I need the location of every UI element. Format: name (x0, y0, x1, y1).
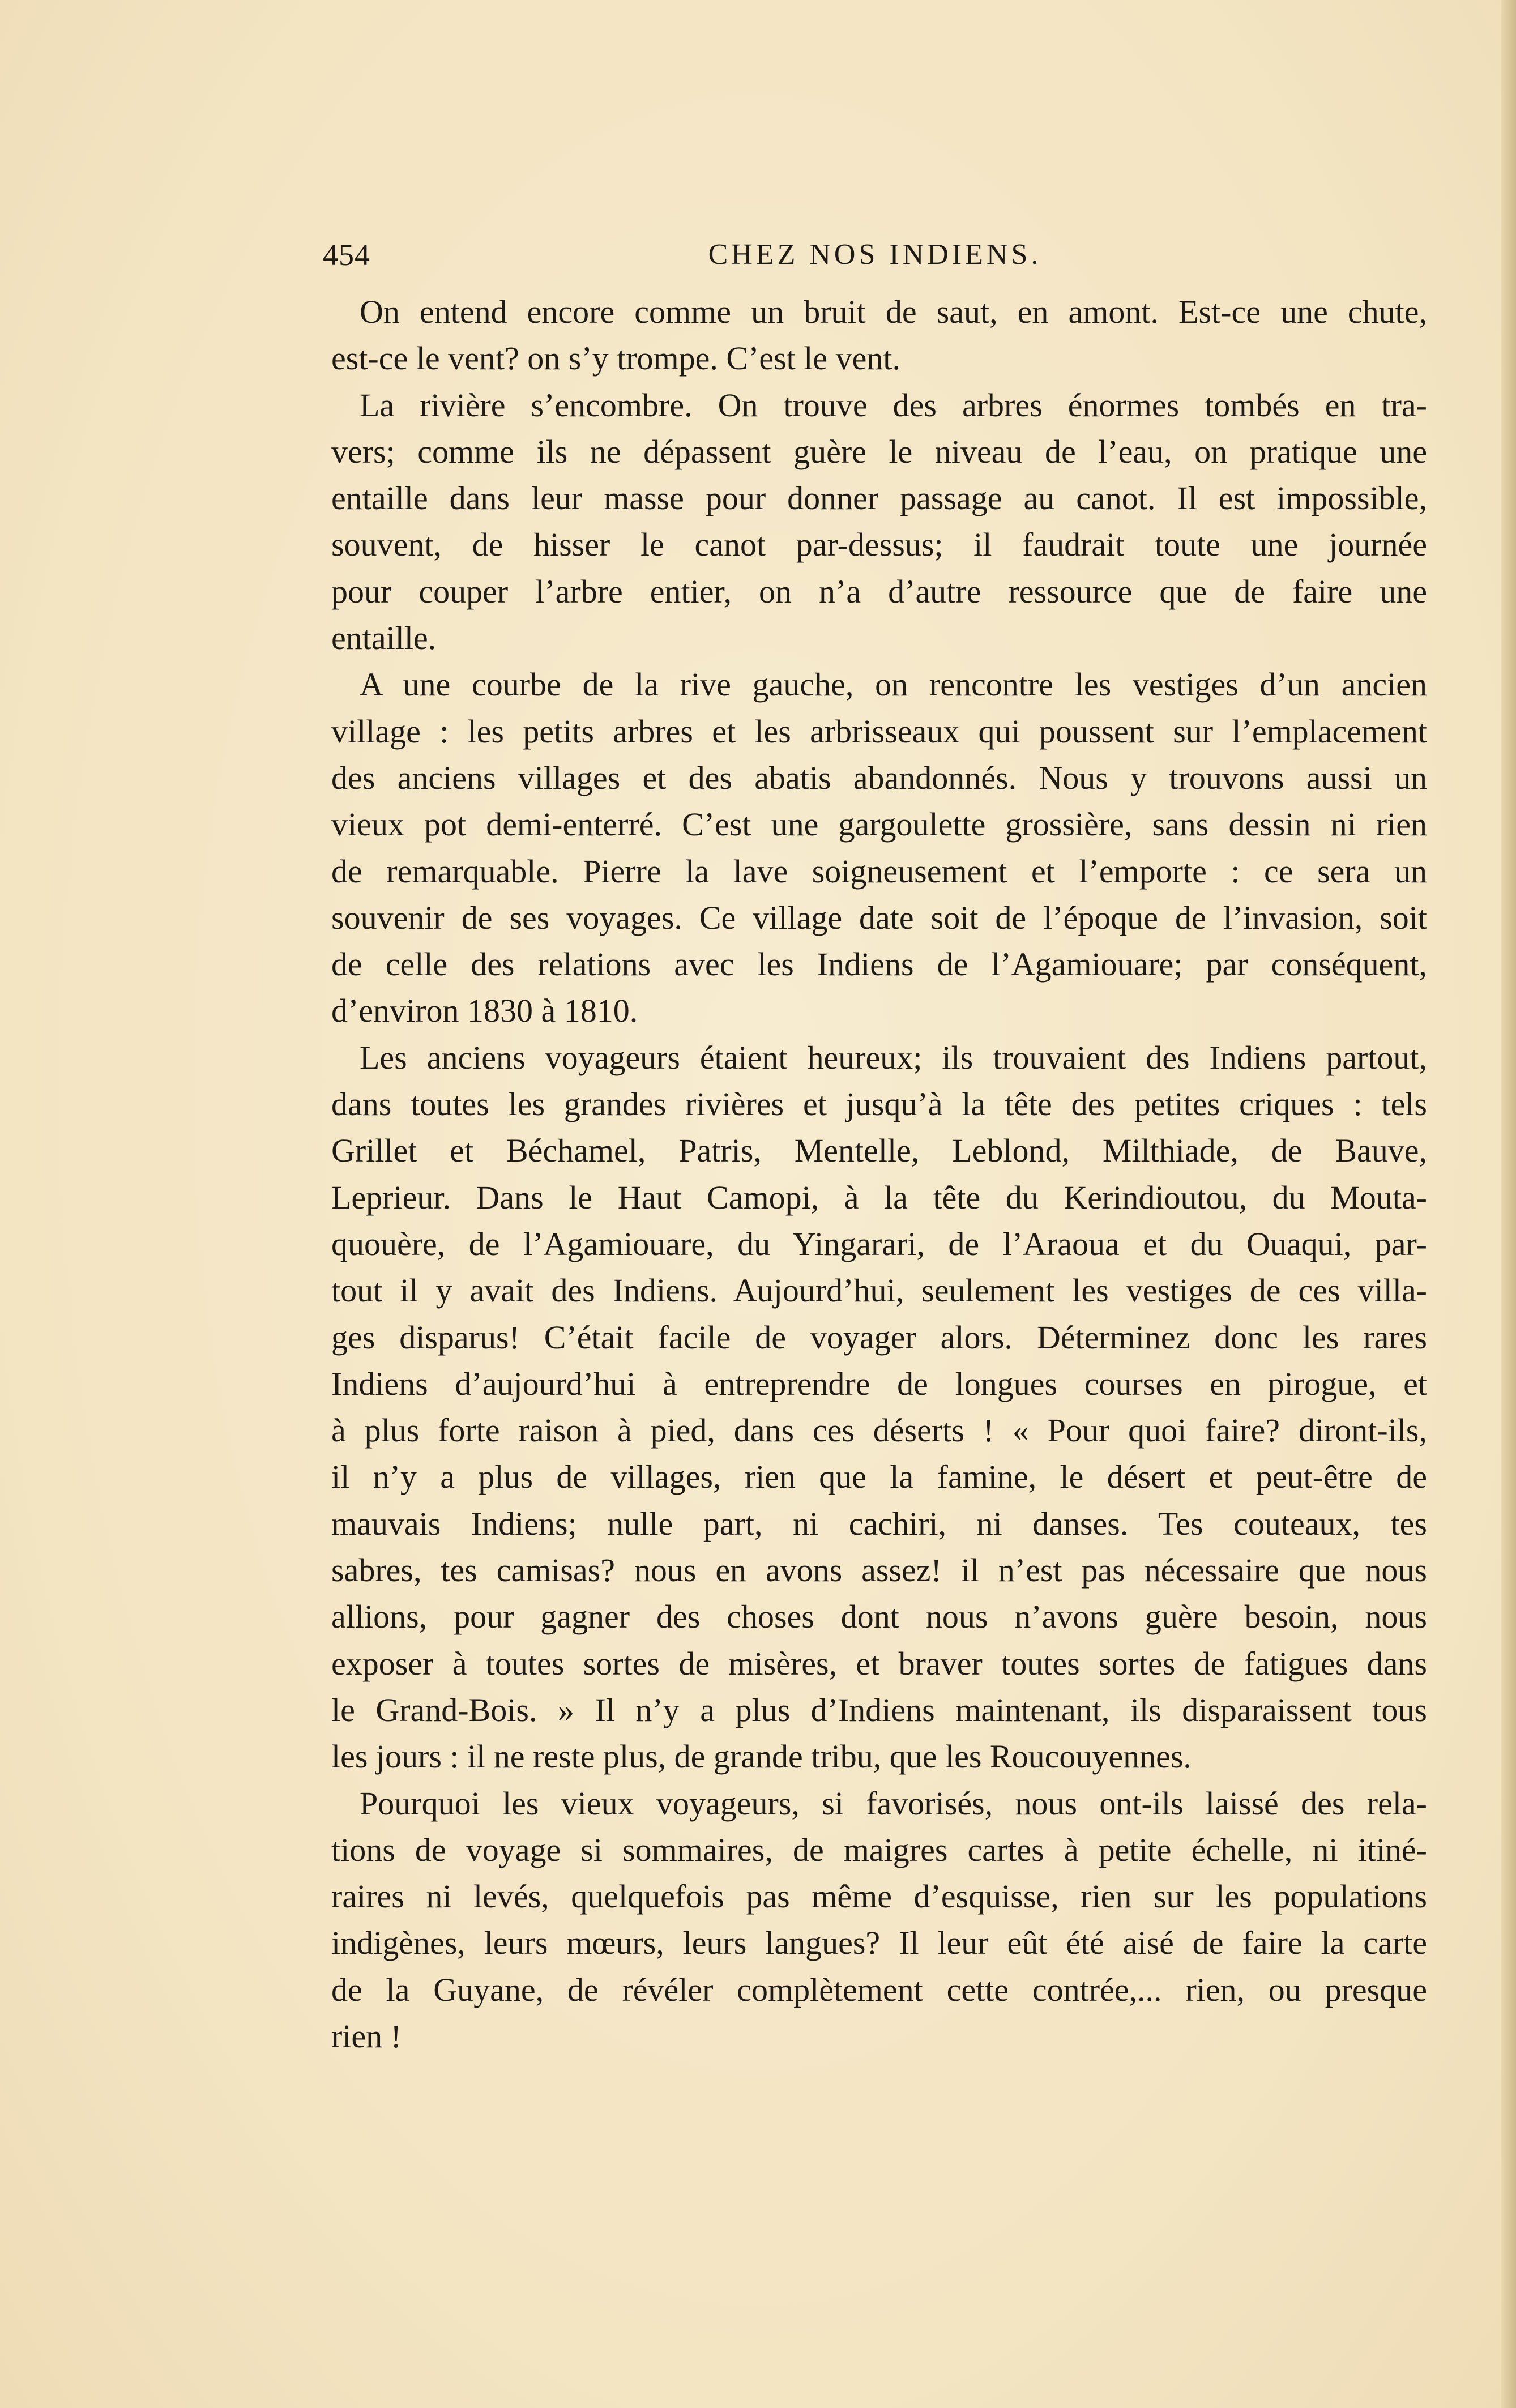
text-line: souvent, de hisser le canot par-dessus; il faudrait toute une journée (331, 526, 1427, 563)
text-line: tout il y avait des Indiens. Aujourd’hui, seulement les vestiges de ces villa- (331, 1272, 1427, 1309)
text-line: à plus forte raison à pied, dans ces déserts ! « Pour quoi faire? diront-ils, (331, 1412, 1427, 1449)
text-line: quouère, de l’Agamiouare, du Yingarari, de l’Araoua et du Ouaqui, par- (331, 1225, 1427, 1262)
text-line: exposer à toutes sortes de misères, et braver toutes sortes de fatigues dans (331, 1645, 1427, 1682)
text-line: Indiens d’aujourd’hui à entreprendre de longues courses en pirogue, et (331, 1365, 1427, 1402)
running-head (323, 229, 1427, 280)
text-line: entaille. (331, 620, 437, 657)
text-line: entaille dans leur masse pour donner passage au canot. Il est impossible, (331, 480, 1427, 517)
text-line: de remarquable. Pierre la lave soigneusement et l’emporte : ce sera un (331, 852, 1427, 890)
text-line: ges disparus! C’était facile de voyager alors. Déterminez donc les rares (331, 1318, 1427, 1356)
page-number: 454 (323, 238, 370, 272)
text-line: il n’y a plus de villages, rien que la famine, le désert et peut-être de (331, 1458, 1427, 1496)
text-line: village : les petits arbres et les arbrisseaux qui poussent sur l’emplacement (331, 712, 1427, 750)
text-line: les jours : il ne reste plus, de grande tribu, que les Roucouyennes. (331, 1738, 1192, 1775)
text-line: Pourquoi les vieux voyageurs, si favorisés, nous ont-ils laissé des rela- (360, 1784, 1427, 1822)
text-line: La rivière s’encombre. On trouve des arbres énormes tombés en tra- (360, 386, 1427, 424)
text-line: de celle des relations avec les Indiens de l’Agamiouare; par conséquent, (331, 946, 1427, 983)
text-line: mauvais Indiens; nulle part, ni cachiri, ni danses. Tes couteaux, tes (331, 1505, 1427, 1542)
text-line: des anciens villages et des abatis abandonnés. Nous y trouvons aussi un (331, 759, 1427, 796)
page-edge (1501, 0, 1516, 2408)
text-line: sabres, tes camisas? nous en avons assez! il n’est pas nécessaire que nous (331, 1552, 1427, 1589)
text-line: A une courbe de la rive gauche, on rencontre les vestiges d’un ancien (360, 666, 1427, 703)
body-text (331, 289, 1427, 2060)
text-line: vieux pot demi-enterré. C’est une gargoulette grossière, sans dessin ni rien (331, 806, 1427, 843)
text-line: souvenir de ses voyages. Ce village date soit de l’époque de l’invasion, soit (331, 899, 1427, 936)
text-line: pour couper l’arbre entier, on n’a d’autre ressource que de faire une (331, 573, 1427, 610)
text-line: vers; comme ils ne dépassent guère le niveau de l’eau, on pratique une (331, 433, 1427, 470)
text-line: le Grand-Bois. » Il n’y a plus d’Indiens maintenant, ils disparaissent tous (331, 1691, 1427, 1728)
text-line: Les anciens voyageurs étaient heureux; ils trouvaient des Indiens partout, (360, 1039, 1427, 1076)
text-line: allions, pour gagner des choses dont nous n’avons guère besoin, nous (331, 1598, 1427, 1636)
text-line: Grillet et Béchamel, Patris, Mentelle, Leblond, Milthiade, de Bauve, (331, 1132, 1427, 1169)
text-line: dans toutes les grandes rivières et jusqu’à la tête des petites criques : tels (331, 1086, 1427, 1123)
text-line: On entend encore comme un bruit de saut, en amont. Est-ce une chute, (360, 293, 1427, 330)
text-line: de la Guyane, de révéler complètement cette contrée,... rien, ou presque (331, 1971, 1427, 2008)
text-line: indigènes, leurs mœurs, leurs langues? Il leur eût été aisé de faire la carte (331, 1924, 1427, 1962)
text-line: d’environ 1830 à 1810. (331, 992, 638, 1030)
text-line: est-ce le vent? on s’y trompe. C’est le vent. (331, 340, 901, 377)
text-line: rien ! (331, 2017, 402, 2055)
running-title: CHEZ NOS INDIENS. (708, 238, 1042, 271)
text-line: tions de voyage si sommaires, de maigres cartes à petite échelle, ni itiné- (331, 1831, 1427, 1868)
text-line: raires ni levés, quelquefois pas même d’esquisse, rien sur les populations (331, 1878, 1427, 1915)
text-line: Leprieur. Dans le Haut Camopi, à la tête du Kerindioutou, du Mouta- (331, 1179, 1427, 1216)
